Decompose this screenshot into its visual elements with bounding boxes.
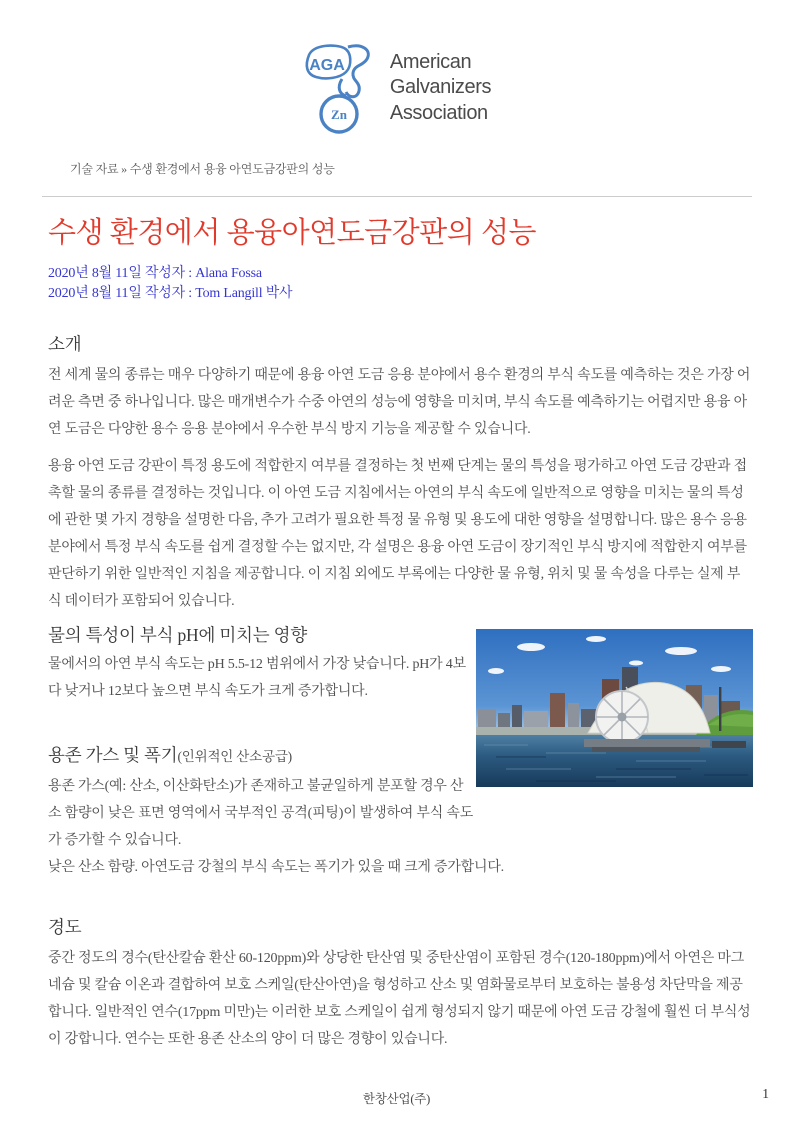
footer-company: 한창산업(주)	[362, 1092, 431, 1106]
org-name-line-3: Association	[389, 101, 488, 124]
gases-heading-sub: (인위적인 산소공급)	[177, 749, 292, 764]
intro-heading: 소개	[48, 334, 82, 354]
section-hardness	[48, 915, 752, 1053]
gases-heading-main: 용존 가스 및 폭기	[48, 745, 178, 765]
byline-author-2[interactable]: 2020년 8월 11일 작성자 : Tom Langill 박사	[48, 286, 293, 301]
page-number: 1	[762, 1086, 769, 1101]
aga-logo-icon	[302, 40, 378, 136]
hardness-paragraph: 중간 정도의 경수(탄산칼슘 환산 60-120ppm)와 상당한 탄산염 및 중탄산염이 포함된 경수(120-180ppm)에서 아연은 마그네슘 및 칼슘 이온과 결합하여 보호 스케일(탄산아연)을 형성하고 산소 및 염화물로부터 보호하는 불용성 차단막을 제공합니다. 일반적인 연수(17ppm 미만)는 이러한 보호 스케일이 쉽게 형성되지 않기 때문에 아연 도금 강철에 훨씬 더 부식성이 강합니다. 연수는 또한 용존 산소의 양이 더 많은 경향이 있습니다.	[48, 951, 751, 1047]
logo-acronym-text: AGA	[309, 57, 345, 74]
byline-author-1[interactable]: 2020년 8월 11일 작성자 : Alana Fossa	[48, 266, 262, 281]
harbor-waterwheel-photo	[476, 629, 753, 787]
page-title: 수생 환경에서 용융아연도금강판의 성능	[48, 217, 536, 249]
section-intro	[48, 332, 752, 615]
logo-zn-text: Zn	[330, 107, 347, 122]
org-logo	[0, 40, 793, 136]
water-characteristics-text	[48, 623, 476, 854]
org-name	[390, 50, 491, 127]
ph-paragraph: 물에서의 아연 부식 속도는 pH 5.5-12 범위에서 가장 낮습니다. pH가 4보다 낮거나 12보다 높으면 부식 속도가 크게 증가합니다.	[48, 657, 466, 699]
gases-paragraph-2: 낮은 산소 함량. 아연도금 강철의 부식 속도는 폭기가 있을 때 크게 증가합니다.	[48, 860, 504, 875]
breadcrumb[interactable]: 기술 자료 » 수생 환경에서 용융 아연도금강판의 성능	[70, 162, 335, 176]
header-divider	[42, 196, 752, 197]
gases-heading	[48, 743, 476, 769]
gases-paragraph-1: 용존 가스(예: 산소, 이산화탄소)가 존재하고 불균일하게 분포할 경우 산소 함량이 낮은 표면 영역에서 국부적인 공격(피팅)이 발생하여 부식 속도가 증가할 수 있습니다.	[48, 779, 474, 848]
intro-paragraph-1: 전 세계 물의 종류는 매우 다양하기 때문에 용융 아연 도금 응용 분야에서 용수 환경의 부식 속도를 예측하는 것은 가장 어려운 측면 중 하나입니다. 많은 매개변수가 수중 아연의 성능에 영향을 미치며, 부식 속도를 예측하기는 어렵지만 용융 아연 도금은 다양한 용수 응용 분야에서 우수한 부식 방지 기능을 제공할 수 있습니다.	[48, 368, 751, 437]
org-name-line-2: Galvanizers	[389, 76, 492, 99]
section-water-characteristics	[48, 623, 752, 854]
ph-heading: 물의 특성이 부식 pH에 미치는 영향	[48, 625, 308, 645]
org-name-line-1: American	[389, 50, 472, 73]
hardness-heading: 경도	[48, 917, 82, 937]
article	[48, 214, 752, 1053]
intro-paragraph-2: 용융 아연 도금 강판이 특정 용도에 적합한지 여부를 결정하는 첫 번째 단계는 물의 특성을 평가하고 아연 도금 강판과 접촉할 물의 종류를 결정하는 것입니다. 이 아연 도금 지침에서는 아연의 부식 속도에 일반적으로 영향을 미치는 물의 특성에 관한 몇 가지 경향을 설명한 다음, 추가 고려가 필요한 특정 물 유형 및 용도에 대한 영향을 설명합니다. 많은 용수 응용 분야에서 특정 부식 속도를 쉽게 결정할 수는 없지만, 각 설명은 용융 아연 도금이 장기적인 부식 방지에 적합한지 여부를 판단하기 위한 일반적인 지침을 제공합니다. 이 지침 외에도 부록에는 다양한 물 유형, 위치 및 물 속성을 다루는 실제 부식 데이터가 포함되어 있습니다.	[48, 459, 747, 609]
